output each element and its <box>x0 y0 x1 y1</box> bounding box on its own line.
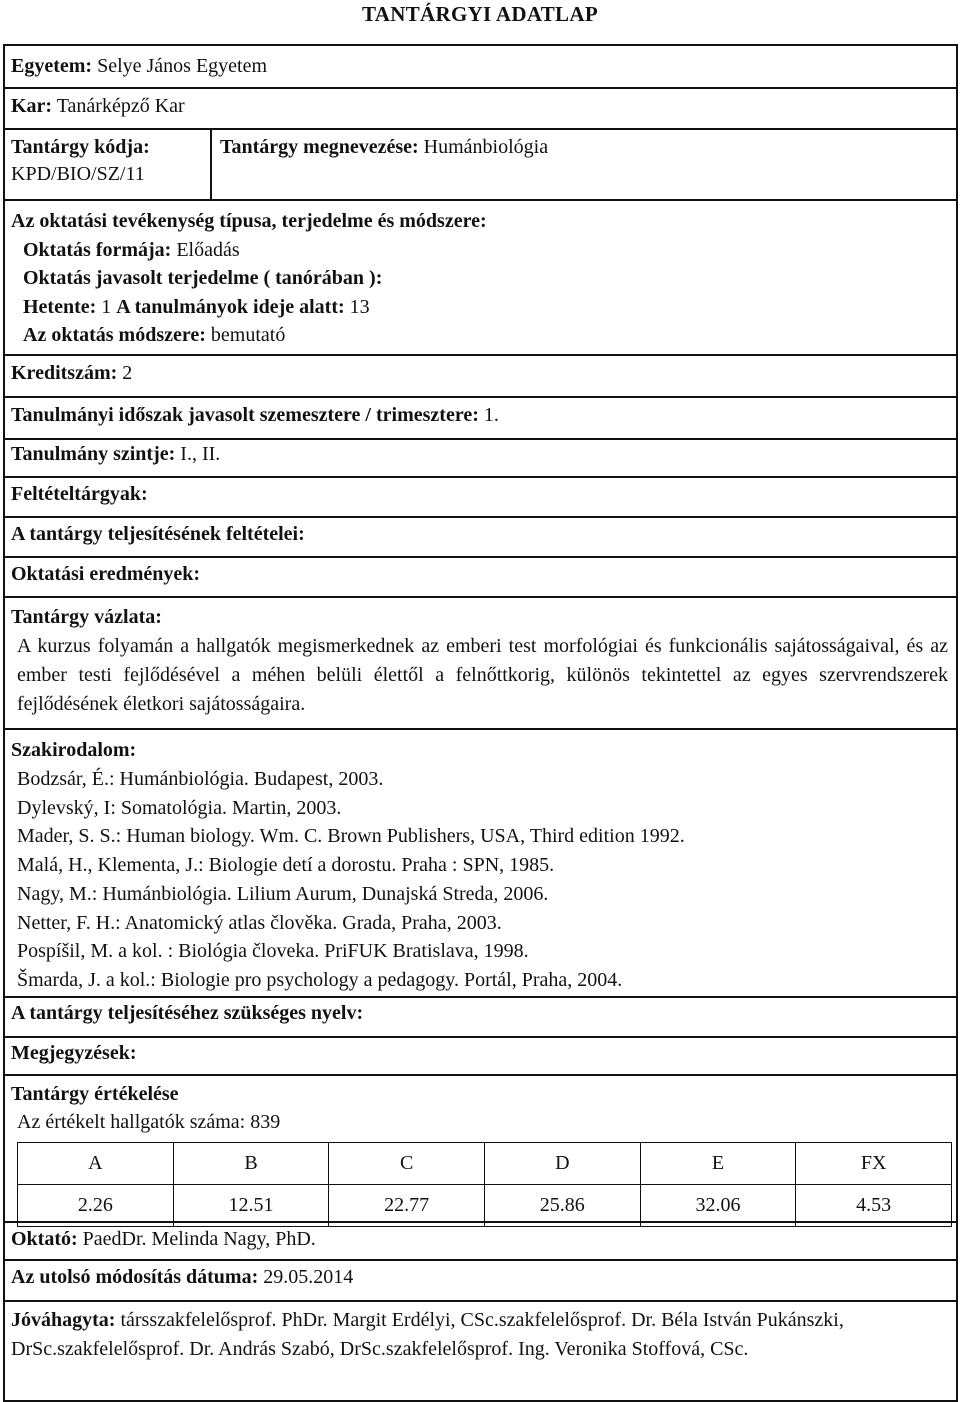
course-code-cell: Tantárgy kódja: KPD/BIO/SZ/11 <box>5 130 212 199</box>
grade-value: 12.51 <box>173 1185 329 1227</box>
grades-values-row <box>18 1185 952 1227</box>
course-name-value: Humánbiológia <box>423 136 549 158</box>
outline-text: A kurzus folyamán a hallgatók megismerkednek az emberi test morfológiai és funkcionális sajátosságaival, és az ember testi fejlődésével a méhen belüli élettől a felnőttkorig, különös tekintettel az egyes szervrendszerek fejlődésének életkori sajátosságaira. <box>17 635 948 715</box>
literature-item: Mader, S. S.: Human biology. Wm. C. Brown Publishers, USA, Third edition 1992. <box>17 825 685 848</box>
grade-label: A <box>18 1143 174 1185</box>
grade-value: 2.26 <box>18 1185 174 1227</box>
faculty-row: Kar: Tanárképző Kar <box>5 89 956 130</box>
method-value: bemutató <box>210 324 286 346</box>
approved-value: társszakfelelősprof. PhDr. Margit Erdélyi, CSc.szakfelelősprof. Dr. Béla István Pukánszki, DrSc.szakfelelősprof. Dr. András Szabó, DrSc.szakfelelősprof. Ing. Veronika Stoffová, CSc. <box>11 1309 844 1360</box>
outcomes-row <box>5 558 956 598</box>
semester-value: 1. <box>483 404 499 426</box>
literature-item: Bodzsár, É.: Humánbiológia. Budapest, 2003. <box>17 768 384 790</box>
credits-value: 2 <box>122 362 133 384</box>
grade-value: 4.53 <box>796 1185 952 1227</box>
grade-value: 32.06 <box>640 1185 796 1227</box>
modified-value: 29.05.2014 <box>263 1266 354 1288</box>
literature-item: Dylevský, I: Somatológia. Martin, 2003. <box>17 796 342 819</box>
grade-label: B <box>173 1143 329 1185</box>
grade-label: FX <box>796 1143 952 1185</box>
semester-row: Tanulmányi időszak javasolt szemesztere / trimesztere: 1. <box>5 398 956 440</box>
literature-label: Szakirodalom: <box>11 739 137 761</box>
course-code-value: KPD/BIO/SZ/11 <box>11 163 145 185</box>
grade-value: 22.77 <box>329 1185 485 1227</box>
grades-table <box>17 1142 952 1227</box>
course-name-cell: Tantárgy megnevezése: Humánbiológia <box>220 136 549 158</box>
literature-item: Šmarda, J. a kol.: Biologie pro psychology a pedagogy. Portál, Praha, 2004. <box>17 968 623 991</box>
grade-label: C <box>329 1143 485 1185</box>
grade-label: D <box>484 1143 640 1185</box>
activity-scope-label: Oktatás javasolt terjedelme ( tanórában ): <box>23 267 383 289</box>
grades-header-row <box>18 1143 952 1185</box>
language-row <box>5 998 956 1038</box>
conditions-label: A tantárgy teljesítésének feltételei: <box>11 523 305 545</box>
grade-label: E <box>640 1143 796 1185</box>
evaluation-label: Tantárgy értékelése <box>11 1083 179 1105</box>
evaluated-count: Az értékelt hallgatók száma: 839 <box>17 1111 281 1133</box>
modified-row: Az utolsó módosítás dátuma: 29.05.2014 <box>5 1261 956 1302</box>
activity-row: Az oktatási tevékenység típusa, terjedelme és módszere: Oktatás formája: Előadás Oktatás javasolt terjedelme ( tanórában ): Hetente: 1 A tanulmányok ideje alatt: 13 Az oktatás módszere: bemutató <box>5 201 956 356</box>
university-value: Selye János Egyetem <box>97 55 268 77</box>
activity-heading: Az oktatási tevékenység típusa, terjedelme és módszere: <box>11 210 487 232</box>
outcomes-label: Oktatási eredmények: <box>11 563 201 585</box>
document-title: TANTÁRGYI ADATLAP <box>362 2 598 26</box>
literature-item: Pospíšil, M. a kol. : Biológia človeka. PriFUK Bratislava, 1998. <box>17 940 529 963</box>
activity-form-value: Előadás <box>176 238 240 261</box>
course-id-row <box>5 130 956 201</box>
grade-value: 25.86 <box>484 1185 640 1227</box>
course-sheet <box>3 44 958 1402</box>
notes-row <box>5 1038 956 1076</box>
teacher-value: PaedDr. Melinda Nagy, PhD. <box>82 1228 316 1250</box>
literature-row <box>5 730 956 998</box>
outline-row <box>5 598 956 730</box>
weekly-value: 1 <box>101 295 112 318</box>
faculty-value: Tanárképző Kar <box>56 95 185 117</box>
notes-label: Megjegyzések: <box>11 1042 137 1064</box>
literature-item: Netter, F. H.: Anatomický atlas člověka. Grada, Praha, 2003. <box>17 911 502 934</box>
credits-row: Kreditszám: 2 <box>5 356 956 398</box>
evaluation-row <box>5 1076 956 1223</box>
level-value: I., II. <box>180 443 221 465</box>
prerequisites-label: Feltételtárgyak: <box>11 483 148 505</box>
literature-item: Nagy, M.: Humánbiológia. Lilium Aurum, Dunajská Streda, 2006. <box>17 882 549 905</box>
teacher-row: Oktató: PaedDr. Melinda Nagy, PhD. <box>5 1223 956 1261</box>
total-value: 13 <box>349 295 370 318</box>
literature-item: Malá, H., Klementa, J.: Biologie detí a dorostu. Praha : SPN, 1985. <box>17 854 555 877</box>
prerequisites-row <box>5 478 956 518</box>
level-row: Tanulmány szintje: I., II. <box>5 440 956 478</box>
conditions-row <box>5 518 956 558</box>
university-row: Egyetem: Selye János Egyetem <box>5 46 956 89</box>
language-label: A tantárgy teljesítéséhez szükséges nyelv: <box>11 1002 364 1024</box>
approved-row: Jóváhagyta: társszakfelelősprof. PhDr. Margit Erdélyi, CSc.szakfelelősprof. Dr. Béla István Pukánszki, DrSc.szakfelelősprof. Dr. András Szabó, DrSc.szakfelelősprof. Ing. Veronika Stoffová, CSc. <box>11 1309 844 1360</box>
outline-label: Tantárgy vázlata: <box>11 606 162 628</box>
